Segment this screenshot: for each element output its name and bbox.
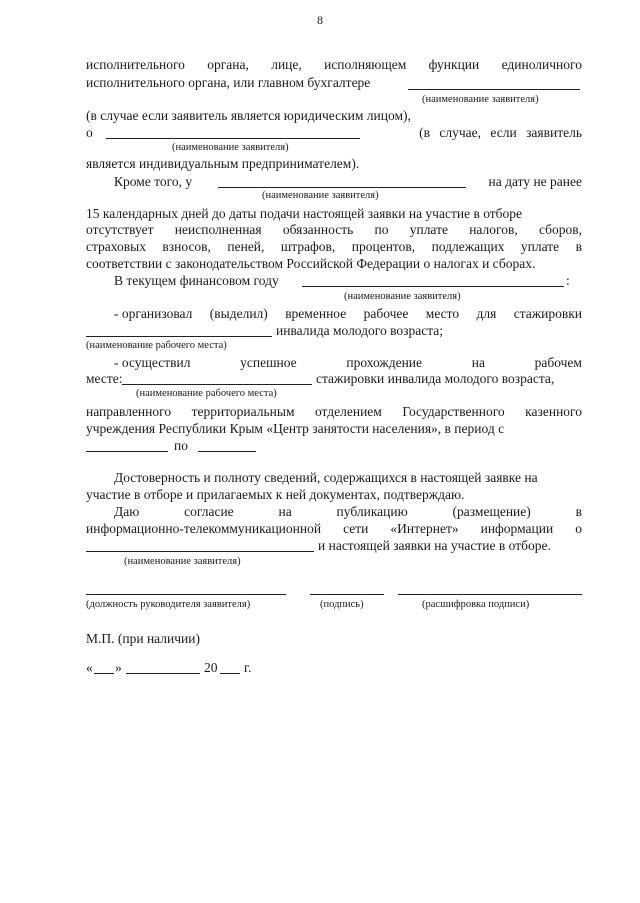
p3-line4 — [86, 239, 582, 255]
caption-signature: (подпись) — [320, 599, 364, 610]
word: неисполненная — [174, 222, 262, 237]
fill-line-month — [126, 673, 200, 674]
word: в — [575, 504, 582, 519]
word: на — [278, 504, 292, 519]
page-number: 8 — [317, 13, 323, 27]
p3-line3 — [86, 222, 582, 238]
p6-line1 — [114, 355, 582, 371]
word: страховых — [86, 239, 146, 254]
p8-line1 — [114, 504, 582, 520]
word: уплате — [409, 222, 448, 237]
word: уплате — [520, 239, 560, 254]
caption-workplace-1: (наименование рабочего места) — [86, 340, 227, 351]
word: направленного — [86, 404, 172, 419]
word: функции — [428, 57, 480, 72]
caption-workplace-2: (наименование рабочего места) — [136, 388, 277, 399]
word: временное — [285, 306, 347, 321]
p2-line2-right: (в случае, если заявитель — [419, 125, 582, 140]
word: территориальным — [191, 404, 295, 419]
fill-line-workplace-1 — [86, 336, 272, 337]
fill-line-position — [86, 594, 286, 595]
word: пеней, — [227, 239, 265, 254]
fill-line-year — [220, 673, 240, 674]
word: Государственного — [402, 404, 505, 419]
word: информации — [480, 521, 554, 536]
date-year-prefix: 20 — [204, 660, 218, 675]
word: прохождение — [346, 355, 423, 370]
fill-line-applicant-2 — [106, 138, 360, 139]
word: (выделил) — [209, 306, 268, 321]
word: успешное — [240, 355, 297, 370]
word: налогов, — [469, 222, 518, 237]
p1-line2: исполнительного органа, или главном бухгалтере — [86, 75, 371, 90]
word: согласие — [184, 504, 234, 519]
word: Даю — [114, 504, 140, 519]
p2-line1: (в случае если заявитель является юридическим лицом), — [86, 108, 411, 123]
p8-line2 — [86, 521, 582, 537]
caption-applicant-2: (наименование заявителя) — [172, 142, 289, 153]
word: в — [575, 239, 582, 254]
date-close-quote: » — [115, 660, 122, 675]
word: органа, — [207, 57, 249, 72]
word: на — [471, 355, 485, 370]
caption-applicant-1: (наименование заявителя) — [422, 94, 539, 105]
p6-line2-lead: месте: — [86, 371, 123, 386]
word: сборов, — [538, 222, 582, 237]
word: штрафов, — [280, 239, 336, 254]
p7-line2: участие в отборе и прилагаемых к ней документах, подтверждаю. — [86, 487, 465, 502]
fill-line-period-from — [86, 451, 168, 452]
p7-line1: Достоверность и полноту сведений, содержащихся в настоящей заявке на — [114, 470, 538, 485]
date-year-suffix: г. — [244, 660, 252, 675]
p4-colon: : — [566, 273, 570, 288]
word: место — [425, 306, 460, 321]
word: «Интернет» — [390, 521, 459, 536]
word: лице, — [271, 57, 302, 72]
word: рабочем — [534, 355, 582, 370]
date-open-quote: « — [86, 660, 93, 675]
p3-tail: на дату не ранее — [488, 174, 582, 189]
fill-line-applicant-5 — [86, 551, 314, 552]
word: для — [476, 306, 497, 321]
caption-applicant-5: (наименование заявителя) — [124, 556, 241, 567]
word: подлежащих — [431, 239, 505, 254]
word: исполнительного — [86, 57, 185, 72]
word: исполняющем — [324, 57, 407, 72]
word: рабочее — [363, 306, 409, 321]
word: отделением — [314, 404, 382, 419]
word: обязанность — [282, 222, 354, 237]
word: взносов, — [162, 239, 211, 254]
word: - осуществил — [114, 355, 191, 370]
word: сети — [343, 521, 369, 536]
word: единоличного — [501, 57, 582, 72]
p5-line1 — [114, 306, 582, 322]
caption-applicant-3: (наименование заявителя) — [262, 190, 379, 201]
p3-line2: 15 календарных дней до даты подачи настоящей заявки на участие в отборе — [86, 206, 523, 221]
word: о — [575, 521, 582, 536]
fill-line-day — [94, 673, 114, 674]
word: казенного — [525, 404, 582, 419]
caption-applicant-4: (наименование заявителя) — [344, 291, 461, 302]
word: процентов, — [351, 239, 416, 254]
p1-line1 — [86, 57, 582, 73]
p2-line2-o: о — [86, 125, 93, 140]
fill-line-applicant-3 — [218, 187, 466, 188]
stamp-label: М.П. (при наличии) — [86, 631, 200, 646]
word: (размещение) — [452, 504, 531, 519]
caption-position: (должность руководителя заявителя) — [86, 599, 251, 610]
fill-line-applicant-4 — [302, 286, 564, 287]
p5-line2: инвалида молодого возраста; — [276, 323, 444, 338]
p6-line3 — [86, 404, 582, 420]
word: информационно-телекоммуникационной — [86, 521, 322, 536]
p2-line3: является индивидуальным предпринимателем). — [86, 156, 360, 171]
fill-line-signature — [310, 594, 384, 595]
word: стажировки — [513, 306, 582, 321]
word: отсутствует — [86, 222, 154, 237]
fill-line-decode — [398, 594, 582, 595]
p3-lead: Кроме того, у — [114, 174, 193, 189]
p4-lead: В текущем финансовом году — [114, 273, 279, 288]
p6-line4: учреждения Республики Крым «Центр занятости населения», в период с — [86, 421, 505, 436]
word: публикацию — [336, 504, 408, 519]
p6-line2-tail: стажировки инвалида молодого возраста, — [316, 371, 555, 386]
p3-line5: соответствии с законодательством Российской Федерации о налогах и сборах. — [86, 256, 536, 271]
caption-decode: (расшифровка подписи) — [422, 599, 530, 610]
word: - организовал — [114, 306, 193, 321]
p8-line3-tail: и настоящей заявки на участие в отборе. — [318, 538, 551, 553]
word: по — [374, 222, 389, 237]
p6-line5-po: по — [174, 438, 188, 453]
fill-line-period-to — [198, 451, 256, 452]
fill-line-workplace-2 — [122, 384, 312, 385]
fill-line-applicant-1 — [408, 89, 580, 90]
